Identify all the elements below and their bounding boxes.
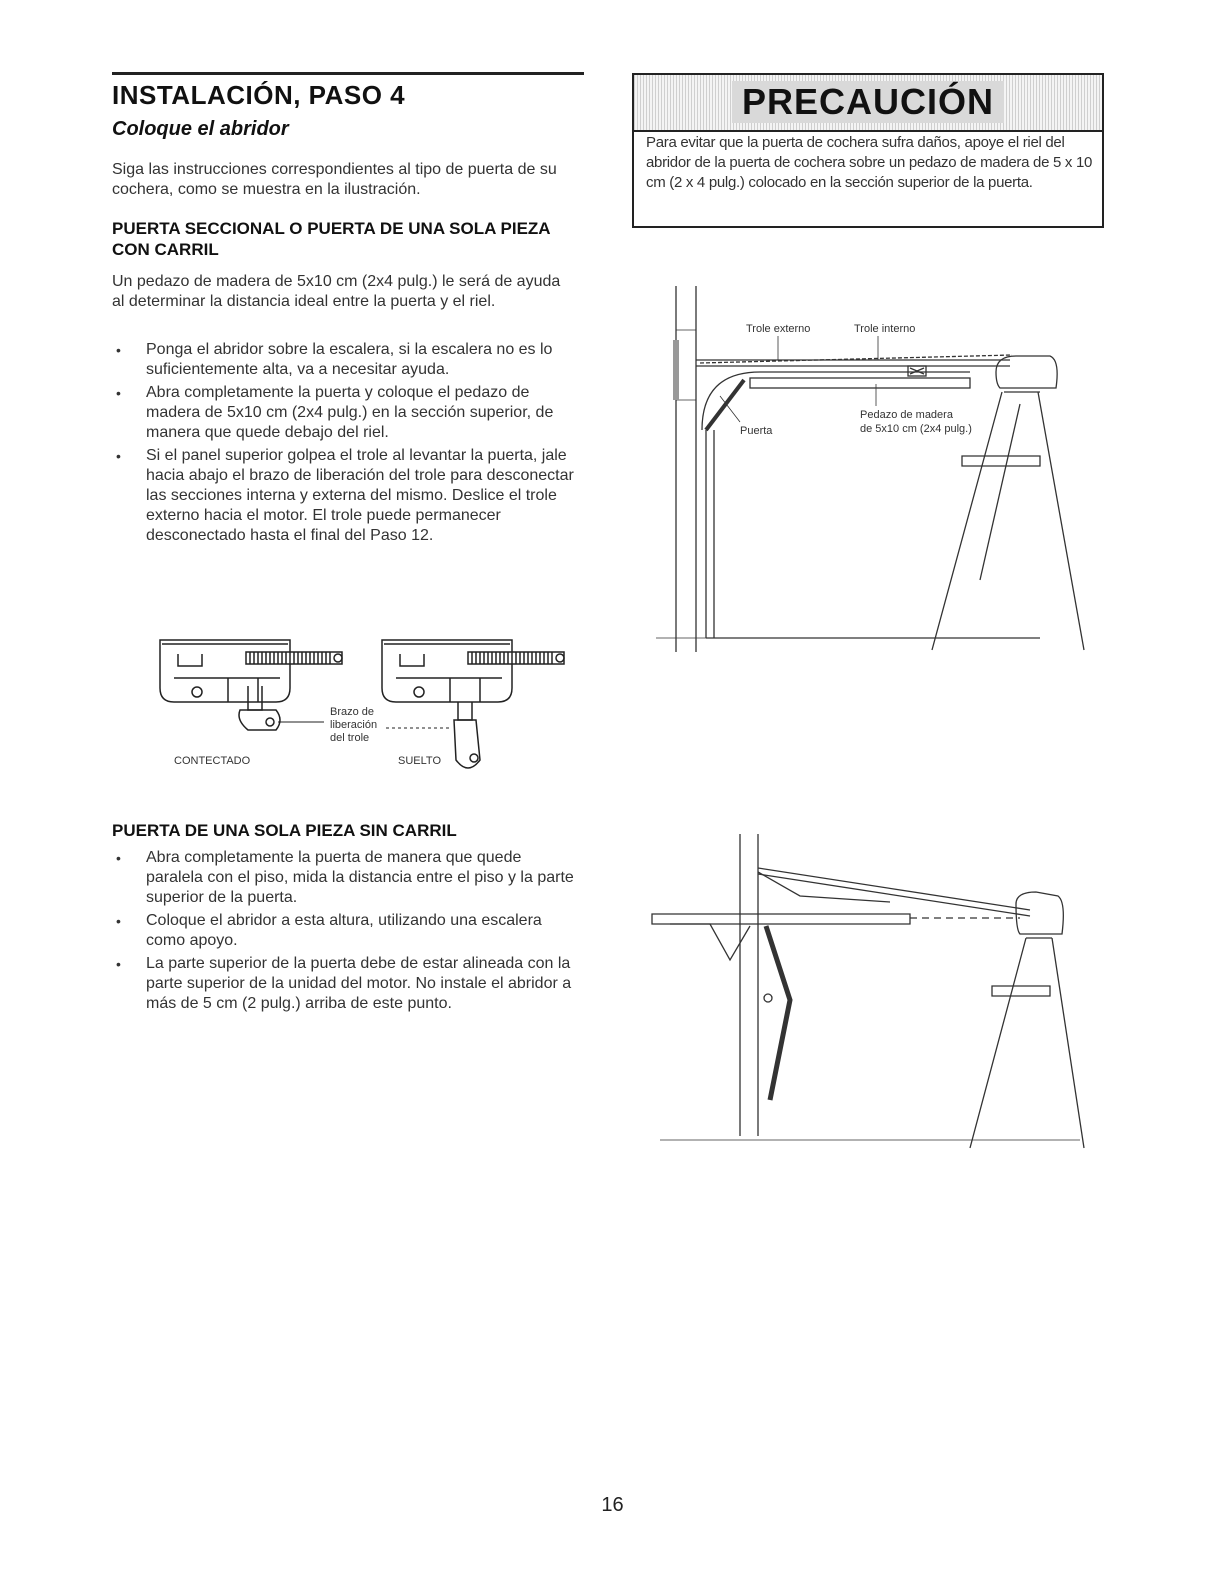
- bullet-list-one-piece-door: [112, 848, 582, 1017]
- sectional-door-illustration: [640, 280, 1100, 660]
- caution-header: [634, 75, 1102, 132]
- page-subtitle: Coloque el abridor: [112, 118, 289, 140]
- trolley-illustration: [150, 630, 590, 780]
- list-item: • Ponga el abridor sobre la escalera, si la escalera no es lo suficientemente alta, va a necesitar ayuda.: [112, 340, 582, 380]
- label-wood-line2: de 5x10 cm (2x4 pulg.): [860, 423, 972, 435]
- list-item: • Si el panel superior golpea el trole al levantar la puerta, jale hacia abajo el brazo de liberación del trole para desconectar las secciones interna y externa del mismo. Deslice el trole externo hacia el motor. El trole puede permanecer desconectado hasta el final del Paso 12.: [112, 446, 582, 546]
- label-wood-line1: Pedazo de madera: [860, 409, 953, 421]
- bullet-list-sectional-door: [112, 340, 582, 549]
- list-item: • La parte superior de la puerta debe de estar alineada con la parte superior de la unidad del motor. No instale el abridor a más de 5 cm (2 pulg.) arriba de este punto.: [112, 954, 582, 1014]
- trolley-loose-drawing: [382, 640, 564, 768]
- list-item: • Abra completamente la puerta de manera que quede paralela con el piso, mida la distancia entre el piso y la parte superior de la puerta.: [112, 848, 582, 908]
- caution-title: PRECAUCIÓN: [732, 81, 1004, 123]
- list-item: • Abra completamente la puerta y coloque el pedazo de madera de 5x10 cm (2x4 pulg.) en la sección superior, de manera que quede debajo del riel.: [112, 383, 582, 443]
- page-title: INSTALACIÓN, PASO 4: [112, 80, 406, 110]
- title-rule: [112, 72, 584, 75]
- section-body-sectional-door: Un pedazo de madera de 5x10 cm (2x4 pulg.) le será de ayuda al determinar la distancia ideal entre la puerta y el riel.: [112, 273, 561, 310]
- section-heading-one-piece-door: PUERTA DE UNA SOLA PIEZA SIN CARRIL: [112, 821, 457, 840]
- label-inner-trolley: Trole interno: [854, 323, 916, 335]
- label-connected: CONTECTADO: [174, 755, 251, 767]
- label-door: Puerta: [740, 425, 773, 437]
- page-number: 16: [601, 1494, 624, 1516]
- one-piece-door-illustration: [640, 830, 1100, 1150]
- caution-box: [632, 73, 1104, 228]
- label-loose: SUELTO: [398, 755, 441, 767]
- trolley-connected-drawing: [160, 640, 342, 730]
- release-arm-label-line3: del trole: [330, 732, 370, 744]
- caution-text: Para evitar que la puerta de cochera sufra daños, apoye el riel del abridor de la puerta de cochera sobre un pedazo de madera de 5 x 10 cm (2 x 4 pulg.) colocado en la sección superior de la puerta.: [646, 134, 1093, 191]
- label-outer-trolley: Trole externo: [746, 323, 811, 335]
- intro-paragraph: Siga las instrucciones correspondientes al tipo de puerta de su cochera, como se muestra en la ilustración.: [112, 161, 557, 198]
- list-item: • Coloque el abridor a esta altura, utilizando una escalera como apoyo.: [112, 911, 582, 951]
- release-arm-label-line1: Brazo de: [330, 706, 375, 718]
- section-heading-sectional-door: PUERTA SECCIONAL O PUERTA DE UNA SOLA PIEZA CON CARRIL: [112, 219, 550, 259]
- release-arm-label-line2: liberación: [330, 719, 378, 731]
